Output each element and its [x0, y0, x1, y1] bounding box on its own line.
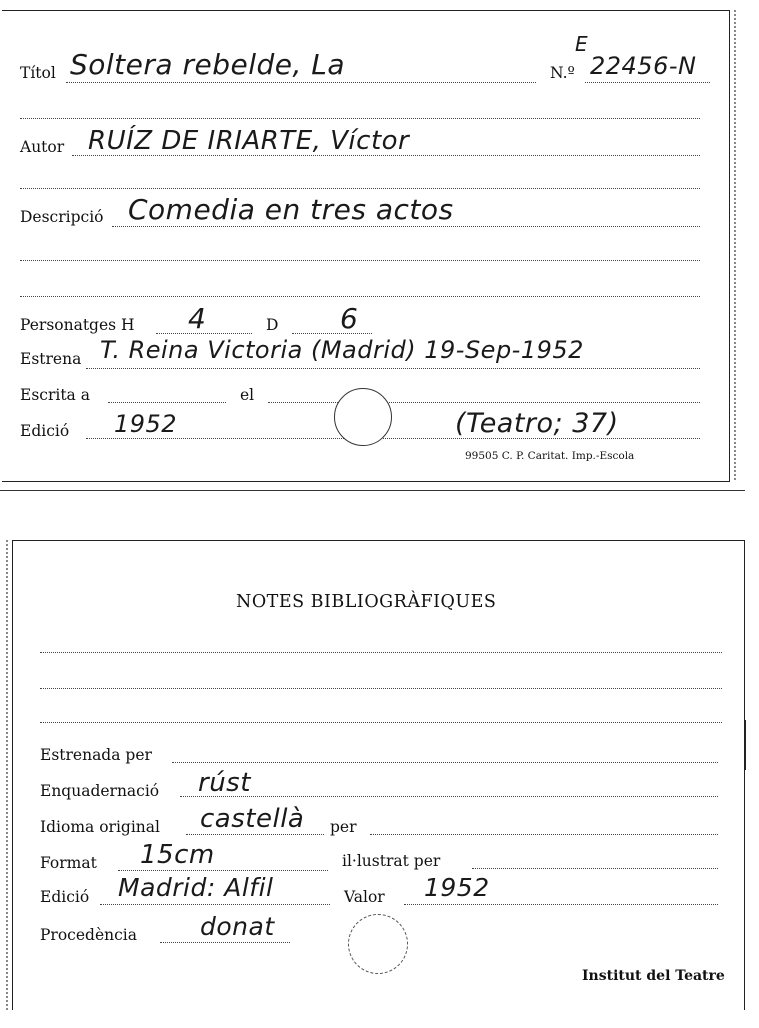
number-label: N.º	[550, 64, 575, 82]
number-value: 22456-N	[590, 52, 697, 80]
idioma-per-label: per	[330, 818, 357, 836]
card-edge-shadow	[734, 10, 736, 480]
punch-hole-back	[348, 914, 408, 974]
titol-value: Soltera rebelde, La	[70, 48, 346, 81]
personatges-d-dotted-line	[292, 333, 372, 334]
enquadernacio-dotted-line	[180, 796, 718, 797]
edicio-label: Edició	[20, 422, 70, 440]
el-label: el	[240, 386, 255, 404]
procedencia-label: Procedència	[40, 926, 137, 944]
estrenada-dotted-line	[172, 762, 718, 763]
format-value: 15cm	[140, 840, 215, 870]
autor-value: RUÍZ DE IRIARTE, Víctor	[88, 126, 410, 156]
illustrat-dotted-line	[472, 868, 718, 869]
personatges-h-dotted-line	[156, 333, 252, 334]
descripcio-dotted-line	[112, 226, 700, 227]
personatges-label: Personatges H	[20, 316, 135, 334]
blank-line-1	[20, 118, 700, 119]
blank-line-3	[20, 260, 700, 261]
enquadernacio-value: rúst	[198, 768, 251, 798]
back-card-right-mark	[744, 720, 746, 770]
idioma-label: Idioma original	[40, 818, 160, 836]
procedencia-value: donat	[200, 912, 275, 941]
back-blank-line-1	[40, 652, 722, 653]
personatges-h-value: 4	[188, 302, 207, 335]
back-edicio-dotted-line	[100, 904, 330, 905]
notes-heading: NOTES BIBLIOGRÀFIQUES	[236, 592, 497, 612]
format-label: Format	[40, 854, 97, 872]
number-superscript: E	[575, 32, 589, 56]
autor-dotted-line	[72, 155, 700, 156]
estrena-value: T. Reina Victoria (Madrid) 19-Sep-1952	[100, 336, 584, 364]
procedencia-dotted-line	[160, 942, 290, 943]
format-dotted-line	[118, 870, 328, 871]
escrita-dotted-line	[108, 402, 226, 403]
back-blank-line-3	[40, 722, 722, 723]
teatro-value: (Teatro; 37)	[455, 408, 619, 439]
enquadernacio-label: Enquadernació	[40, 782, 160, 800]
valor-value: 1952	[424, 873, 490, 902]
valor-dotted-line	[404, 904, 718, 905]
descripcio-label: Descripció	[20, 208, 104, 226]
blank-line-2	[20, 188, 700, 189]
estrenada-label: Estrenada per	[40, 746, 152, 764]
titol-dotted-line	[66, 82, 536, 83]
el-dotted-line	[268, 402, 700, 403]
back-edicio-value: Madrid: Alfil	[118, 873, 274, 902]
printer-note: 99505 C. P. Caritat. Imp.-Escola	[465, 450, 635, 462]
institution-stamp: Institut del Teatre	[582, 968, 725, 984]
punch-hole-front	[334, 388, 392, 446]
autor-label: Autor	[20, 138, 65, 156]
personatges-d-label: D	[266, 316, 279, 334]
idioma-value: castellà	[200, 804, 305, 834]
escrita-label: Escrita a	[20, 386, 90, 404]
card-divider	[0, 490, 745, 491]
back-card-edge-shadow	[6, 540, 8, 1010]
idioma-dotted-line	[186, 834, 324, 835]
estrena-label: Estrena	[20, 350, 82, 368]
blank-line-4	[20, 296, 700, 297]
illustrat-label: il·lustrat per	[342, 852, 441, 870]
back-blank-line-2	[40, 688, 722, 689]
estrena-dotted-line	[86, 368, 700, 369]
titol-label: Títol	[20, 64, 56, 82]
edicio-value: 1952	[114, 410, 178, 438]
number-dotted-line	[585, 82, 710, 83]
idioma-per-dotted-line	[370, 834, 718, 835]
valor-label: Valor	[344, 888, 385, 906]
personatges-d-value: 6	[340, 302, 359, 335]
back-edicio-label: Edició	[40, 888, 90, 906]
descripcio-value: Comedia en tres actos	[128, 193, 454, 226]
